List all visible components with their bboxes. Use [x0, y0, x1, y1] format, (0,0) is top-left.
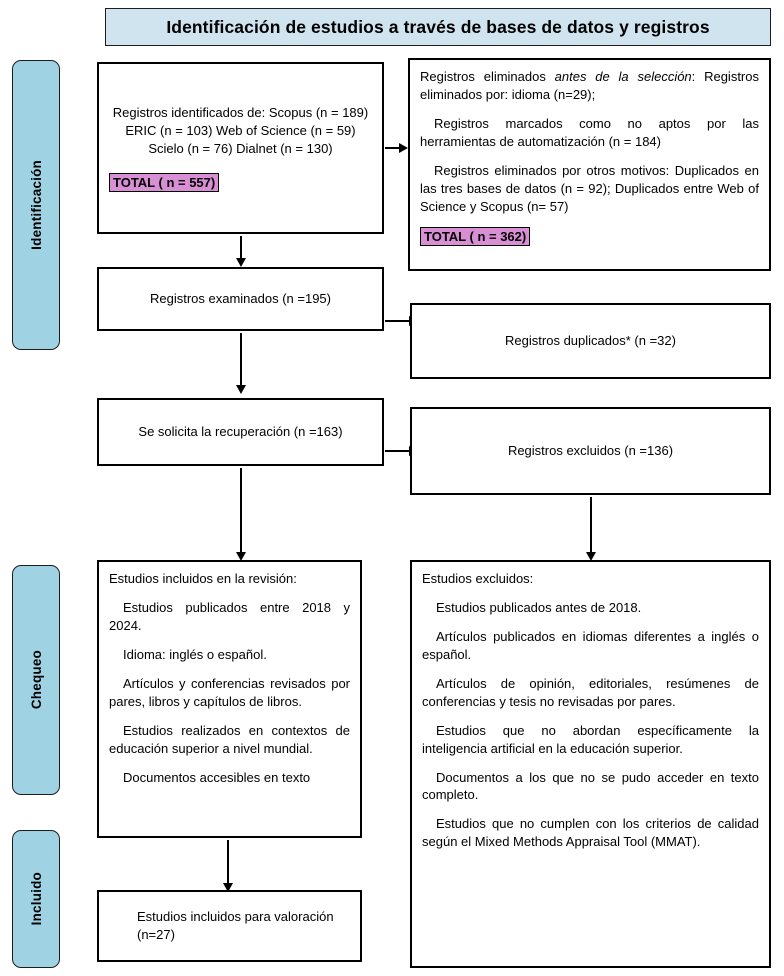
excluded-studies-item-0: Estudios publicados antes de 2018. [436, 599, 642, 615]
box-duplicate-records [410, 303, 771, 379]
box-records-screened [97, 267, 384, 331]
included-in-review-item-1: Idioma: inglés o español. [123, 646, 267, 662]
records-removed-line1-italic: antes de la selección [554, 69, 692, 84]
excluded-studies-item-1: Artículos publicados en idiomas diferentes a inglés o español. [422, 628, 759, 662]
stage-label-incluido [12, 830, 60, 968]
stage-label-identificacion [12, 60, 60, 350]
records-removed-total: TOTAL ( n = 362) [420, 227, 530, 247]
records-identified-total: TOTAL ( n = 557) [109, 173, 219, 193]
retrieval-requested-text: Se solicita la recuperación (n =163) [138, 424, 343, 440]
box-retrieval-requested [97, 398, 384, 466]
included-in-review-heading: Estudios incluidos en la revisión: [109, 571, 297, 586]
arrow-identified-to-screened [240, 236, 242, 258]
stage-label-incluido-text: Incluido [28, 872, 44, 926]
records-removed-line1-prefix: Registros eliminados [420, 69, 555, 84]
box-final-included [97, 890, 362, 962]
arrow-identified-to-removed [385, 147, 399, 149]
records-removed-line1-suffix: : Registros eliminados por: idioma (n=29); [420, 69, 759, 102]
box-records-identified [97, 62, 384, 234]
stage-label-identificacion-text: Identificación [28, 160, 44, 250]
stage-label-chequeo-text: Chequeo [28, 650, 44, 710]
excluded-records-text: Registros excluidos (n =136) [507, 443, 674, 459]
box-excluded-studies [410, 560, 771, 968]
excluded-studies-item-5: Estudios que no cumplen con los criterios de calidad según el Mixed Methods Appraisal Tool (MMAT). [422, 816, 759, 850]
records-screened-text: Registros examinados (n =195) [149, 291, 331, 307]
diagram-title: Identificación de estudios a través de bases de datos y registros [166, 16, 710, 37]
records-removed-line1 [420, 68, 759, 104]
diagram-title-bar [105, 8, 771, 46]
box-included-in-review [97, 560, 362, 838]
stage-label-chequeo [12, 565, 60, 795]
excluded-studies-item-3: Estudios que no abordan específicamente la inteligencia artificial en la educación superior. [422, 722, 759, 756]
final-included-text: Estudios incluidos para valoración (n=27) [137, 909, 334, 942]
duplicate-records-text: Registros duplicados* (n =32) [505, 333, 676, 349]
excluded-studies-item-4: Documentos a los que no se pudo acceder en texto completo. [422, 769, 759, 803]
excluded-studies-heading: Estudios excluidos: [422, 571, 534, 586]
box-records-removed [408, 58, 771, 271]
box-excluded-records [410, 407, 771, 495]
arrow-included-to-final [227, 840, 229, 883]
arrow-screened-to-retrieval [240, 333, 242, 385]
arrow-retrieval-to-included [240, 468, 242, 552]
records-removed-line3: Registros eliminados por otros motivos: Duplicados en las tres bases de datos (n = 92); Duplicados entre Web of Science y Scopus (n= 57) [420, 162, 759, 214]
included-in-review-item-4: Documentos accesibles en texto [123, 769, 311, 785]
included-in-review-item-2: Artículos y conferencias revisados por pares, libros y capítulos de libros. [109, 675, 350, 709]
arrow-retrieval-to-excluded [385, 450, 409, 452]
excluded-studies-item-2: Artículos de opinión, editoriales, resúmenes de conferencias y tesis no revisadas por pares. [422, 675, 759, 709]
arrow-screened-to-duplicates [385, 320, 409, 322]
records-removed-total-wrap [420, 227, 759, 247]
included-in-review-item-0: Estudios publicados entre 2018 y 2024. [109, 599, 350, 633]
included-in-review-item-3: Estudios realizados en contextos de educación superior a nivel mundial. [109, 722, 350, 756]
records-removed-line2: Registros marcados como no aptos por las herramientas de automatización (n = 184) [420, 115, 759, 149]
arrow-excluded-to-excluded-studies [590, 497, 592, 552]
records-identified-text: Registros identificados de: Scopus (n = 189) ERIC (n = 103) Web of Science (n = 59) Scielo (n = 76) Dialnet (n = 130) [112, 104, 369, 156]
records-identified-total-wrap [109, 173, 372, 193]
